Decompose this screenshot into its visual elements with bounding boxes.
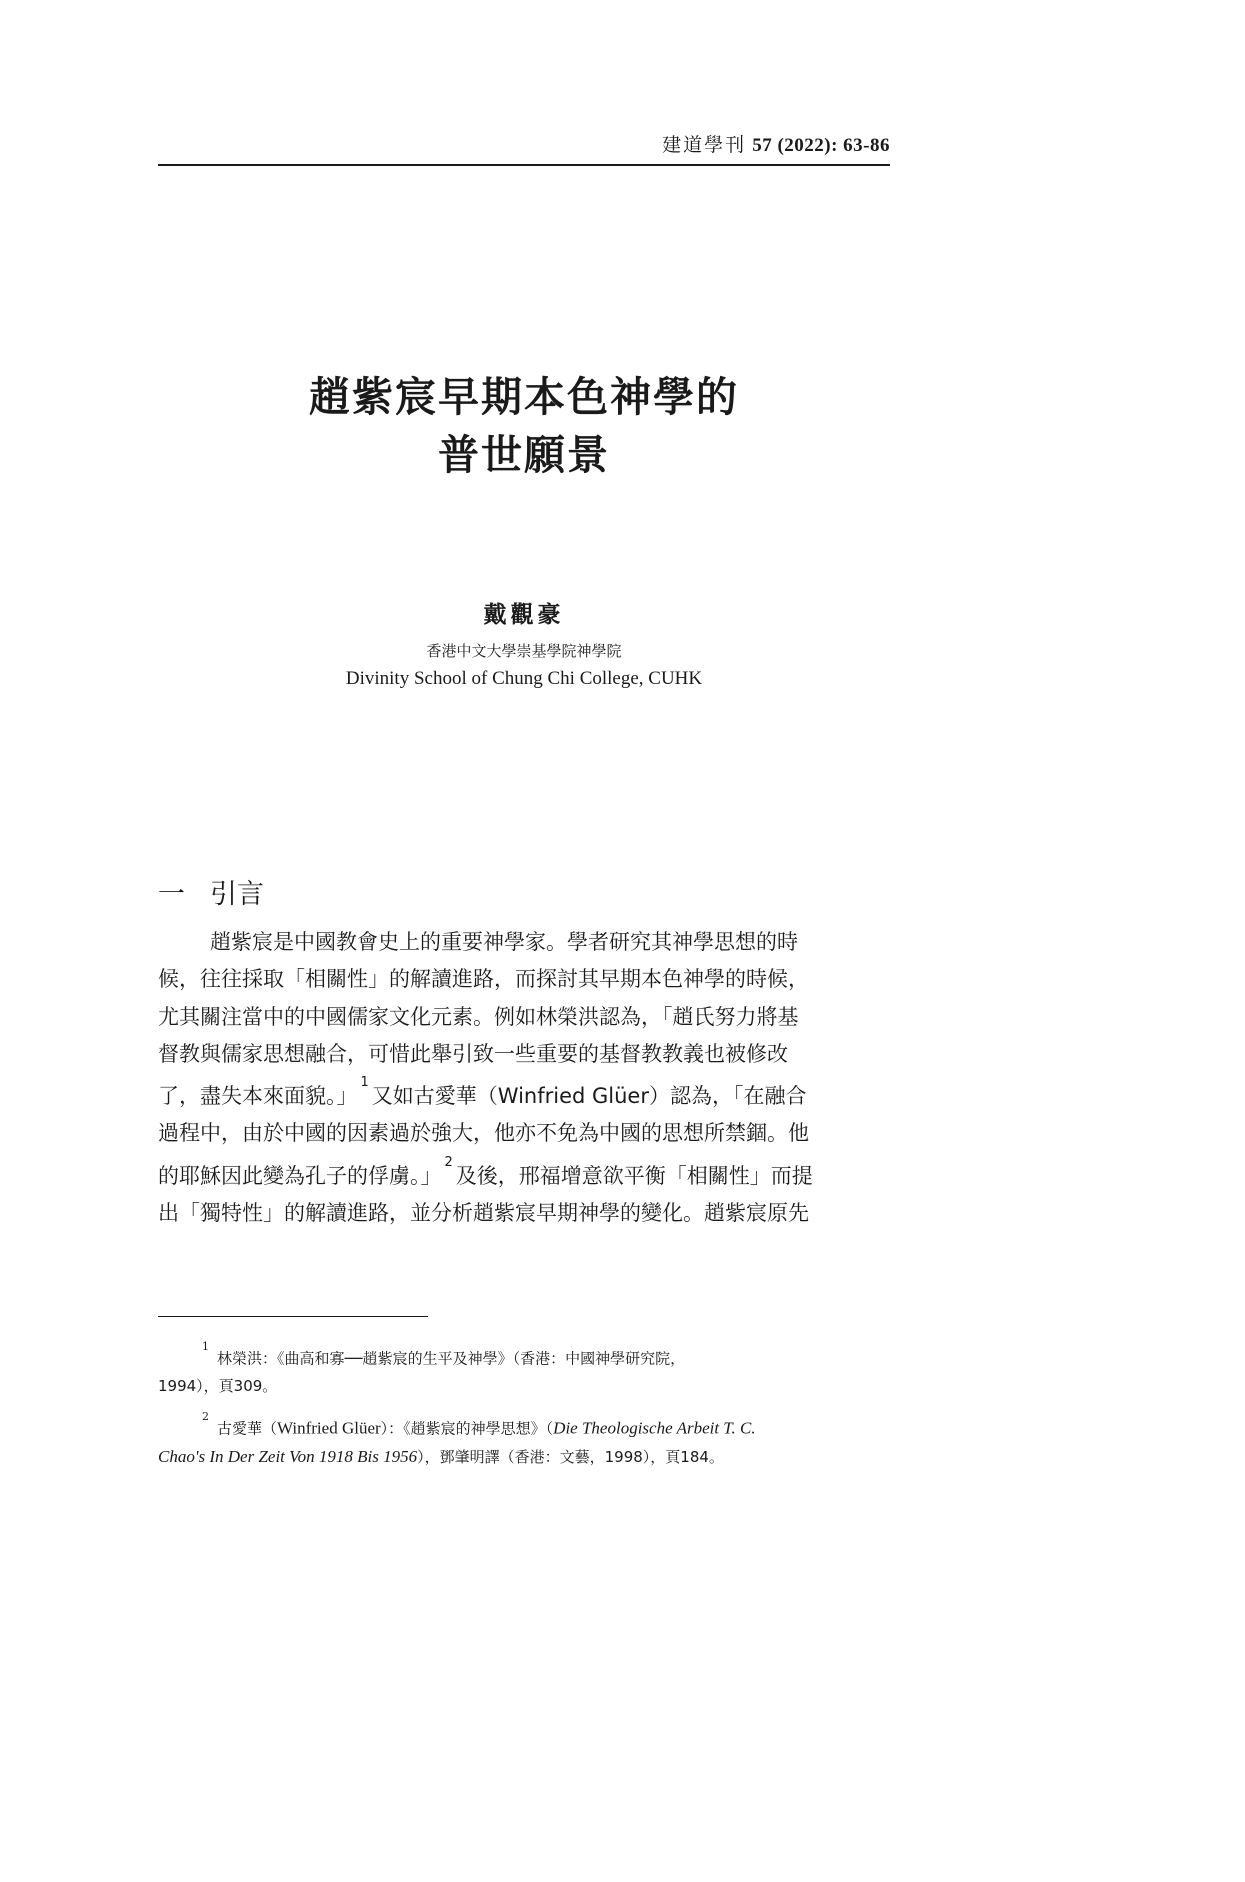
article-title-line-2: 普世願景	[438, 431, 610, 479]
section-number: 一	[158, 879, 185, 910]
author-affiliation-zh: 香港中文大學崇基學院神學院	[426, 642, 622, 660]
footnote-book-title-en: Die Theologische Arbeit T. C.	[553, 1418, 756, 1438]
article-title-line-1: 趙紫宸早期本色神學的	[309, 373, 739, 421]
footnote-text-en: Winfried Glüer	[277, 1418, 381, 1438]
footnote-1	[158, 1340, 890, 1400]
body-line: 趙紫宸是中國教會史上的重要神學家。學者研究其神學思想的時	[210, 930, 798, 954]
header-rule	[158, 164, 890, 166]
footnote-line	[158, 1340, 890, 1372]
footnote-text: ），鄧肇明譯（香港：文藝，1998），頁184。	[417, 1447, 724, 1466]
footnote-number: 2	[202, 1410, 209, 1424]
footnote-text: 林榮洪：《曲高和寡──趙紫宸的生平及神學》（香港：中國神學研究院，	[217, 1349, 686, 1368]
footnote-line	[158, 1443, 890, 1471]
footnote-text: 1994），頁309。	[158, 1377, 278, 1396]
body-text-run: 又如古愛華（Winfried Glüer）認為，「在融合	[371, 1084, 807, 1109]
body-text-run: 及後，邢福增意欲平衡「相關性」而提	[455, 1163, 813, 1188]
footnote-line	[158, 1372, 890, 1400]
article-title	[158, 368, 890, 484]
body-text-run: 的耶穌因此變為孔子的俘虜。」	[158, 1163, 442, 1188]
body-line: 尤其關注當中的中國儒家文化元素。例如林榮洪認為，「趙氏努力將基	[158, 1004, 799, 1029]
footnote-reference-2[interactable]: 2	[444, 1154, 453, 1170]
body-line: 督教與儒家思想融合，可惜此舉引致一些重要的基督教教義也被修改	[158, 1041, 788, 1066]
footnote-number: 1	[202, 1340, 209, 1353]
footnotes	[158, 1340, 890, 1481]
footnote-text: ）：《趙紫宸的神學思想》（	[380, 1419, 554, 1438]
body-paragraph	[158, 924, 890, 1232]
body-line: 出「獨特性」的解讀進路，並分析趙紫宸早期神學的變化。趙紫宸原先	[158, 1201, 809, 1226]
section-heading	[158, 872, 890, 911]
author-affiliation-en: Divinity School of Chung Chi College, CUHK	[345, 668, 703, 689]
footnote-separator	[158, 1316, 428, 1317]
footnote-2	[158, 1410, 890, 1470]
author-name: 戴觀豪	[483, 601, 565, 628]
footnote-book-title-en: Chao's In Der Zeit Von 1918 Bis 1956	[158, 1446, 418, 1466]
body-line-with-footnote-2	[158, 1153, 890, 1195]
issue-citation: 57 (2022): 63-86	[752, 135, 890, 156]
body-line: 過程中，由於中國的因素過於強大，他亦不免為中國的思想所禁錮。他	[158, 1121, 809, 1146]
footnote-text: 古愛華（	[217, 1419, 278, 1438]
body-text-run: 了，盡失本來面貌。」	[158, 1084, 358, 1109]
section-title: 引言	[210, 879, 264, 910]
body-line: 候，往往採取「相關性」的解讀進路，而探討其早期本色神學的時候，	[158, 967, 809, 992]
journal-name: 建道學刊	[662, 134, 747, 156]
footnote-line	[158, 1410, 890, 1442]
running-header	[158, 130, 890, 162]
footnote-reference-1[interactable]: 1	[360, 1075, 369, 1091]
body-line-with-footnote-1	[158, 1073, 890, 1115]
